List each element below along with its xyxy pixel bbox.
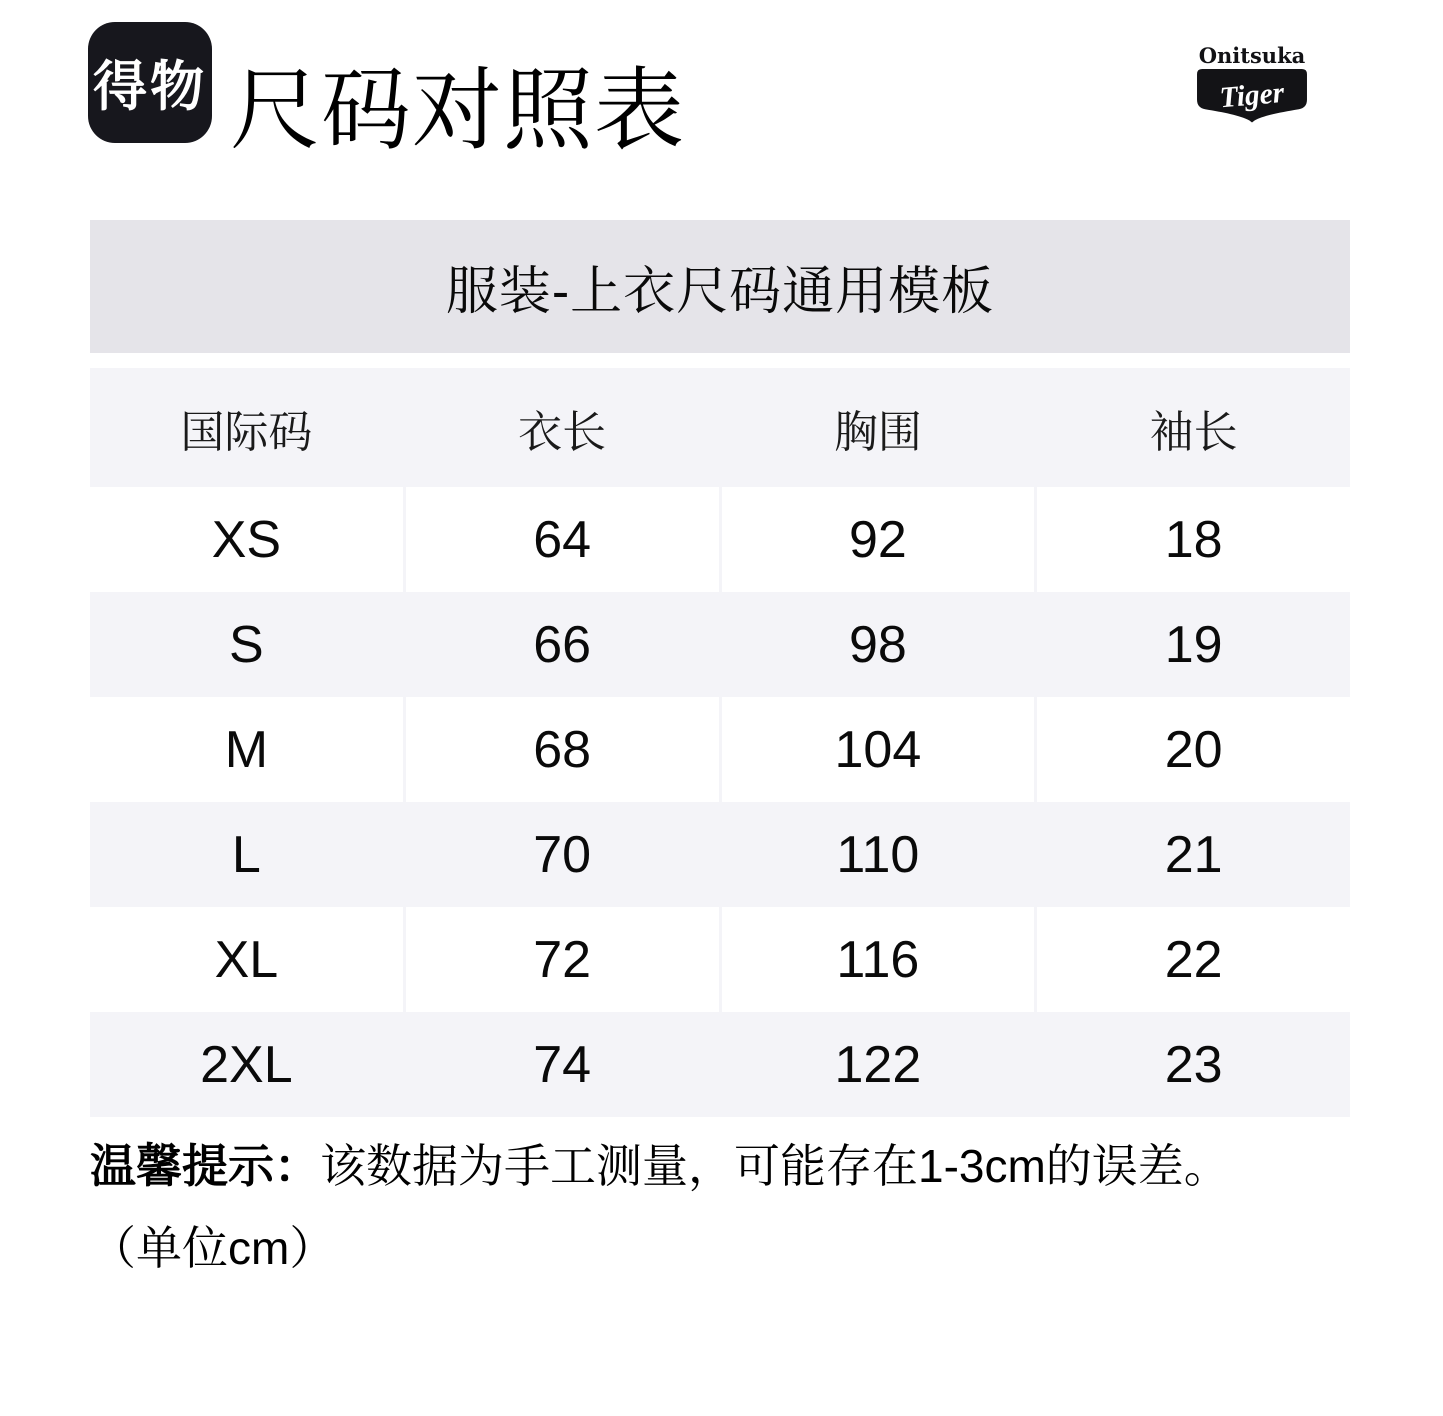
- table-cell-chest: 122: [834, 1035, 922, 1094]
- table-cell-length: 64: [406, 487, 719, 592]
- table-row-2xl: [90, 1012, 1350, 1117]
- table-cell-length: 70: [533, 825, 592, 884]
- table-row-xs: [90, 487, 1350, 592]
- table-row-s: [90, 592, 1350, 697]
- dewu-logo-text: 得物: [93, 57, 207, 117]
- note-label: 温馨提示：: [90, 1140, 320, 1192]
- table-cell-chest: 98: [848, 615, 907, 674]
- table-cell-length: 68: [406, 697, 719, 802]
- table-cell-length: 66: [533, 615, 592, 674]
- page-header: [88, 22, 685, 161]
- page-title: 尺码对照表: [230, 61, 685, 161]
- table-cell-size: XL: [90, 907, 403, 1012]
- table-row-m: [90, 697, 1350, 802]
- size-table: [90, 368, 1350, 1117]
- table-cell-size: XS: [90, 487, 403, 592]
- note-text: 该数据为手工测量，可能存在1-3cm的误差。: [320, 1140, 1230, 1192]
- column-header-sleeve-length: 袖长: [1149, 407, 1238, 457]
- table-cell-size: M: [90, 697, 403, 802]
- table-cell-chest: 110: [836, 825, 920, 884]
- onitsuka-tiger-logo: [1196, 44, 1308, 123]
- tiger-script-text: Tiger: [1218, 77, 1286, 115]
- table-cell-sleeve: 19: [1164, 615, 1223, 674]
- note-unit: （单位cm）: [90, 1222, 336, 1274]
- table-cell-size: L: [231, 825, 261, 884]
- table-cell-sleeve: 22: [1037, 907, 1350, 1012]
- table-cell-sleeve: 23: [1164, 1035, 1223, 1094]
- table-header-row: [90, 368, 1350, 487]
- table-cell-size: S: [229, 615, 264, 674]
- template-banner: [90, 220, 1350, 353]
- table-row-xl: [90, 907, 1350, 1012]
- table-cell-chest: 104: [722, 697, 1035, 802]
- table-cell-sleeve: 21: [1164, 825, 1223, 884]
- table-row-l: [90, 802, 1350, 907]
- table-cell-length: 72: [406, 907, 719, 1012]
- column-header-chest: 胸围: [833, 407, 922, 457]
- tiger-shield-icon: [1196, 68, 1308, 123]
- template-banner-text: 服装-上衣尺码通用模板: [445, 263, 995, 321]
- measurement-note: [90, 1139, 1230, 1194]
- table-cell-chest: 92: [722, 487, 1035, 592]
- table-cell-chest: 116: [722, 907, 1035, 1012]
- column-header-intl-size: 国际码: [180, 407, 313, 457]
- column-header-garment-length: 衣长: [518, 407, 607, 457]
- table-cell-length: 74: [533, 1035, 592, 1094]
- table-cell-sleeve: 20: [1037, 697, 1350, 802]
- table-cell-size: 2XL: [200, 1035, 293, 1094]
- onitsuka-wordmark: Onitsuka: [1198, 43, 1306, 68]
- dewu-logo: [88, 22, 212, 143]
- table-cell-sleeve: 18: [1037, 487, 1350, 592]
